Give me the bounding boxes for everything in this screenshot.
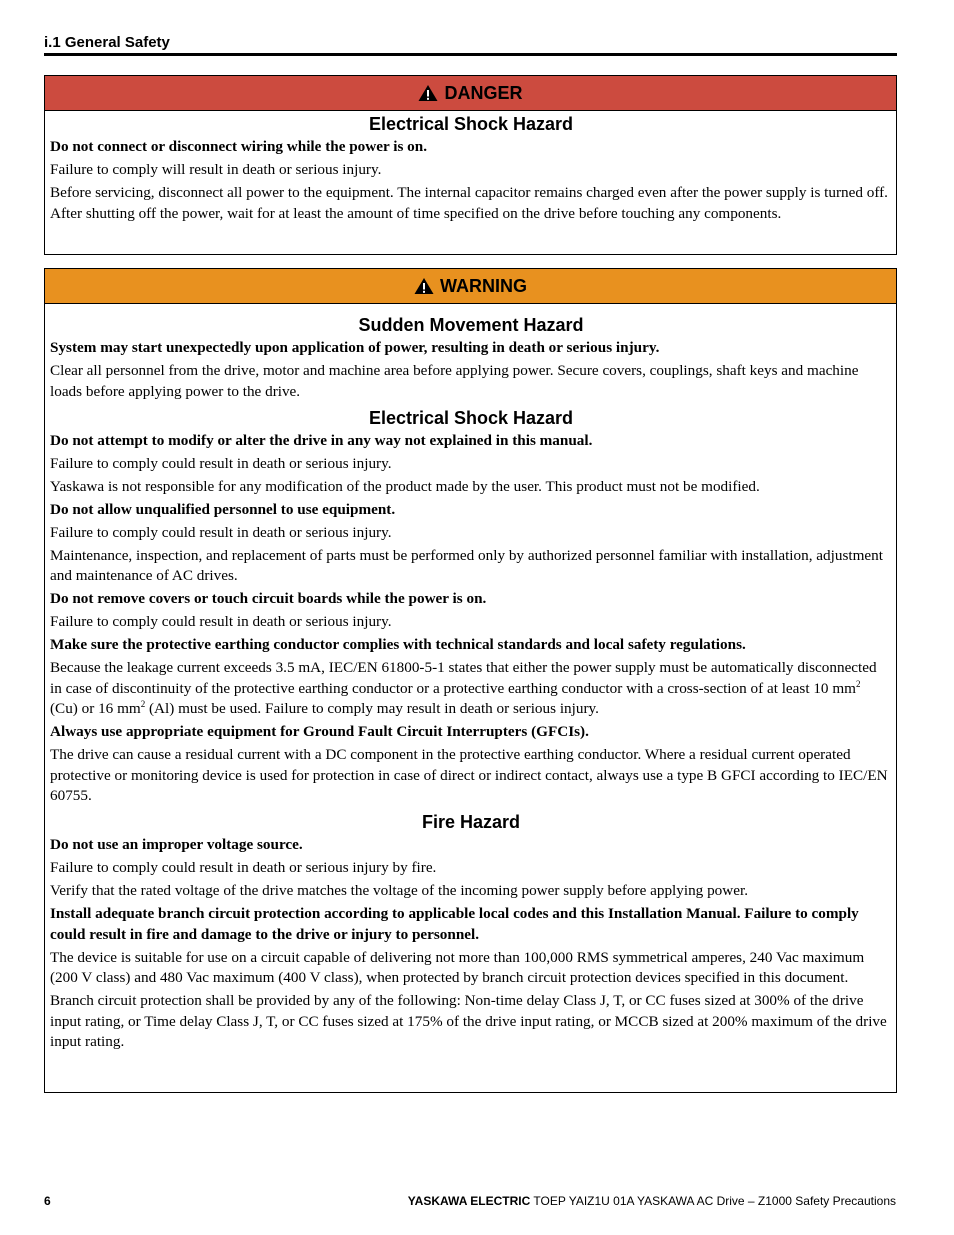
superscript: 2: [140, 699, 146, 709]
footer-brand: YASKAWA ELECTRIC: [407, 1194, 531, 1208]
danger-banner: [45, 76, 896, 111]
paragraph: Failure to comply could result in death or serious injury by fire.: [50, 859, 437, 876]
footer-doc-title: TOEP YAIZ1U 01A YASKAWA AC Drive – Z1000 Safety Precautions: [530, 1194, 896, 1208]
text-span: Because the leakage current exceeds 3.5 mA, IEC/EN 61800-5-1 states that either the power supply must be automatically disconnected in case of discontinuity of the protective earthing conductor or a protective earthing conductor with a cross-section of at least 10 mm: [50, 659, 877, 697]
paragraph: Install adequate branch circuit protection according to applicable local codes and this Installation Manual. Failure to comply could result in fire and damage to the drive or injury to personnel.: [50, 905, 859, 943]
warning-box: [44, 268, 897, 1093]
fire-hazard-heading: Fire Hazard: [421, 812, 521, 832]
electrical-shock-heading: Electrical Shock Hazard: [368, 407, 574, 428]
paragraph: Clear all personnel from the drive, motor and machine area before applying power. Secure covers, couplings, shaft keys and machine loads before applying power to the drive.: [50, 362, 859, 400]
paragraph: Do not remove covers or touch circuit boards while the power is on.: [50, 590, 487, 607]
paragraph: Maintenance, inspection, and replacement of parts must be performed only by authorized personnel familiar with installation, adjustment and maintenance of AC drives.: [50, 546, 883, 584]
warning-content: [45, 312, 896, 1053]
warning-triangle-icon: [414, 277, 434, 295]
paragraph: Failure to comply could result in death or serious injury.: [50, 454, 392, 472]
paragraph: System may start unexpectedly upon application of power, resulting in death or serious injury.: [50, 339, 660, 356]
danger-box: [44, 75, 897, 255]
paragraph: Failure to comply could result in death or serious injury.: [50, 523, 392, 541]
danger-label: DANGER: [444, 82, 523, 103]
danger-instruction: Do not connect or disconnect wiring while the power is on.: [50, 138, 428, 155]
earthing-paragraph: [50, 658, 892, 720]
section-title: i.1 General Safety: [44, 34, 170, 51]
sudden-movement-heading: Sudden Movement Hazard: [358, 315, 584, 335]
paragraph: The device is suitable for use on a circuit capable of delivering not more than 100,000 RMS symmetrical amperes, 240 Vac maximum (200 V class) and 480 Vac maximum (400 V class), when protected by branch circuit protection devices specified in this document.: [50, 948, 865, 986]
danger-consequence: Failure to comply will result in death or serious injury.: [50, 161, 382, 178]
paragraph: Do not allow unqualified personnel to use equipment.: [50, 500, 396, 518]
danger-detail: Before servicing, disconnect all power to the equipment. The internal capacitor remains charged even after the power supply is turned off. After shutting off the power, wait for at least the amount of time specified on the drive before touching any components.: [50, 184, 888, 222]
warning-triangle-icon: [418, 84, 438, 102]
paragraph: Branch circuit protection shall be provided by any of the following: Non-time delay Class J, T, or CC fuses sized at 300% of the drive input rating, or Time delay Class J, T, or CC fuses sized at 175% of the drive input rating, or MCCB sized at 200% maximum of the drive input rating.: [50, 992, 887, 1050]
paragraph: Do not use an improper voltage source.: [50, 836, 303, 853]
paragraph: Always use appropriate equipment for Ground Fault Circuit Interrupters (GFCIs).: [50, 723, 589, 740]
paragraph: Do not attempt to modify or alter the drive in any way not explained in this manual.: [50, 431, 593, 449]
text-span: (Cu) or 16 mm: [50, 700, 141, 717]
header-rule: [44, 53, 897, 56]
paragraph: Yaskawa is not responsible for any modification of the product made by the user. This product must not be modified.: [50, 477, 760, 495]
paragraph: Make sure the protective earthing conductor complies with technical standards and local safety regulations.: [50, 636, 746, 653]
warning-label: WARNING: [440, 275, 527, 296]
paragraph: The drive can cause a residual current with a DC component in the protective earthing conductor. Where a residual current operated protective or monitoring device is used for protection in case of direct or indirect contact, always use a type B GFCI according to IEC/EN 60755.: [50, 746, 888, 804]
text-span: (Al) must be used. Failure to comply may result in death or serious injury.: [145, 700, 599, 717]
paragraph: Failure to comply could result in death or serious injury.: [50, 613, 392, 630]
warning-banner: [45, 269, 896, 304]
danger-heading: Electrical Shock Hazard: [368, 114, 574, 134]
superscript: 2: [855, 678, 861, 689]
footer-doc-info: [408, 1194, 896, 1208]
page-number: 6: [44, 1194, 51, 1208]
paragraph: Verify that the rated voltage of the drive matches the voltage of the incoming power supply before applying power.: [50, 882, 748, 899]
danger-content: [45, 111, 896, 224]
